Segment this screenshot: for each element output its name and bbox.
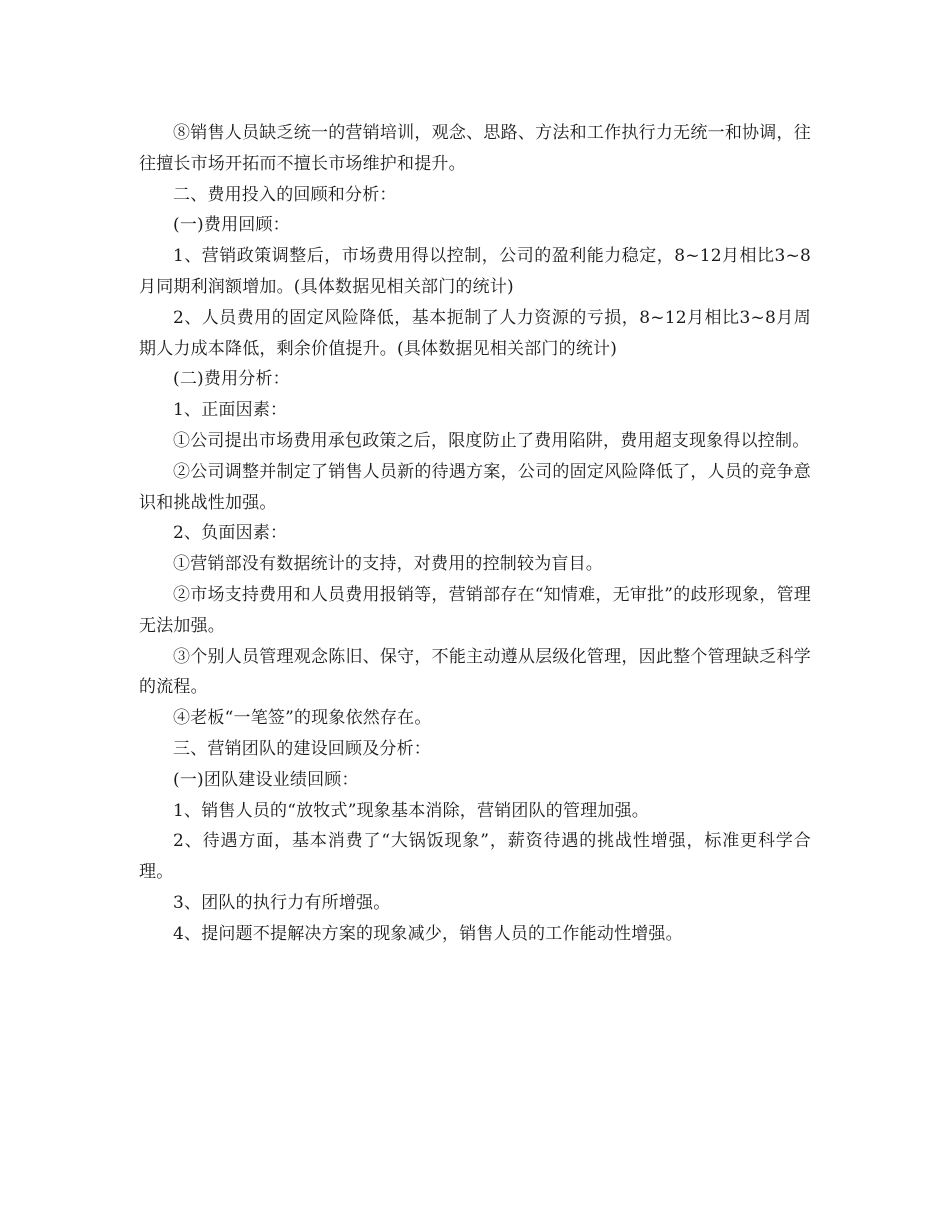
paragraph-negative-4: ④老板“一笔签”的现象依然存在。 [173,708,432,729]
subheading-cost-analysis: (二)费用分析： [173,369,290,390]
subheading-team-review: (一)团队建设业绩回顾： [173,769,359,790]
heading-negative-factors: 2、负面因素： [173,523,288,544]
paragraph-negative-1: ①营销部没有数据统计的支持，对费用的控制较为盲目。 [173,554,603,575]
section-heading-team-building: 三、营销团队的建设回顾及分析： [173,738,431,759]
paragraph-cost-review-1: 1、营销政策调整后，市场费用得以控制，公司的盈利能力稳定，8~12月相比3~8月同期利润额增加。(具体数据见相关部门的统计) [139,246,811,297]
section-heading-cost-review: 二、费用投入的回顾和分析： [173,184,397,205]
paragraph-team-3: 3、团队的执行力有所增强。 [173,892,391,913]
paragraph-positive-2: ②公司调整并制定了销售人员新的待遇方案，公司的固定风险降低了，人员的竞争意识和挑战性加强。 [139,461,811,513]
paragraph-team-2: 2、待遇方面，基本消费了“大锅饭现象”，薪资待遇的挑战性增强，标准更科学合理。 [139,831,811,883]
subheading-cost-review: (一)费用回顾： [173,215,290,236]
paragraph-training-issue: ⑧销售人员缺乏统一的营销培训，观念、思路、方法和工作执行力无统一和协调，往往擅长市场开拓而不擅长市场维护和提升。 [139,123,811,174]
paragraph-negative-3: ③个别人员管理观念陈旧、保守，不能主动遵从层级化管理，因此整个管理缺乏科学的流程。 [139,646,811,698]
heading-positive-factors: 1、正面因素： [173,400,288,421]
paragraph-cost-review-2: 2、人员费用的固定风险降低，基本扼制了人力资源的亏损，8~12月相比3~8月周期人力成本降低，剩余价值提升。(具体数据见相关部门的统计) [139,307,811,359]
paragraph-team-1: 1、销售人员的“放牧式”现象基本消除，营销团队的管理加强。 [173,800,649,821]
paragraph-negative-2: ②市场支持费用和人员费用报销等，营销部存在“知情难，无审批”的歧形现象，管理无法加强。 [139,584,811,636]
paragraph-team-4: 4、提问题不提解决方案的现象减少，销售人员的工作能动性增强。 [173,923,683,944]
document-body [139,118,811,950]
paragraph-positive-1: ①公司提出市场费用承包政策之后，限度防止了费用陷阱，费用超支现象得以控制。 [173,430,810,451]
